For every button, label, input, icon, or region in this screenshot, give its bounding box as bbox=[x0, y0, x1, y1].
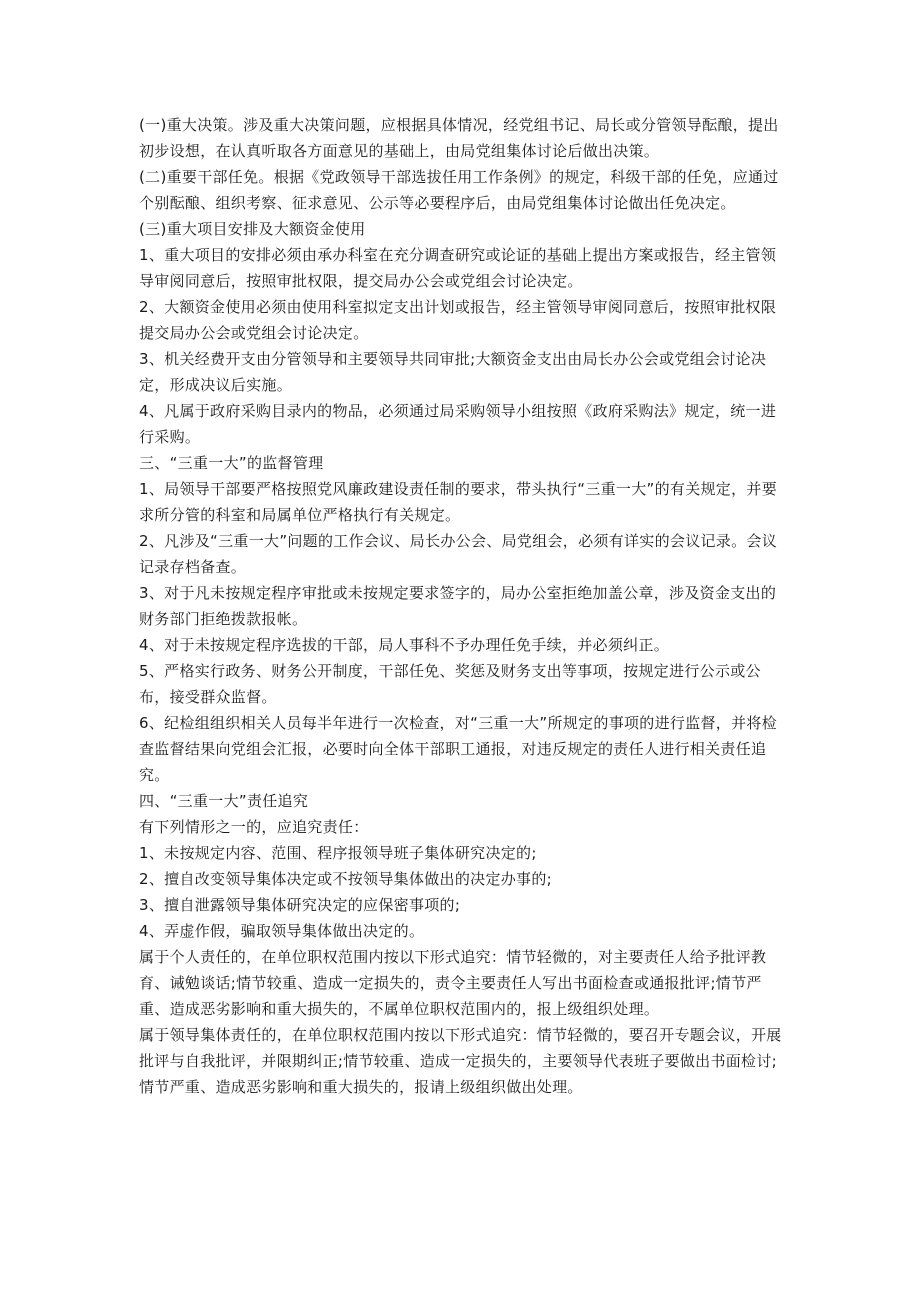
paragraph-22: 属于领导集体责任的，在单位职权范围内按以下形式追究：情节轻微的，要召开专题会议，开展批评与自我批评，并限期纠正;情节较重、造成一定损失的，主要领导代表班子要做出书面检讨;情节严重、造成恶劣影响和重大损失的，报请上级组织做出处理。 bbox=[139, 1026, 782, 1096]
section-heading-4: 四、“三重一大”责任追究 bbox=[139, 792, 309, 810]
paragraph-14: 6、纪检组组织相关人员每半年进行一次检查，对“三重一大”所规定的事项的进行监督，并将检查监督结果向党组会汇报，必要时向全体干部职工通报，对违反规定的责任人进行相关责任追究。 bbox=[139, 714, 777, 784]
section-heading-3: 三、“三重一大”的监督管理 bbox=[139, 454, 324, 472]
paragraph-1: (一)重大决策。涉及重大决策问题，应根据具体情况，经党组书记、局长或分管领导酝酿，提出初步设想，在认真听取各方面意见的基础上，由局党组集体讨论后做出决策。 bbox=[139, 116, 779, 160]
paragraph-9: 1、局领导干部要严格按照党风廉政建设责任制的要求，带头执行“三重一大”的有关规定，并要求所分管的科室和局属单位严格执行有关规定。 bbox=[139, 480, 777, 524]
paragraph-17: 1、未按规定内容、范围、程序报领导班子集体研究决定的; bbox=[139, 844, 537, 862]
paragraph-19: 3、擅自泄露领导集体研究决定的应保密事项的; bbox=[139, 896, 461, 914]
paragraph-3: (三)重大项目安排及大额资金使用 bbox=[139, 220, 366, 238]
paragraph-21: 属于个人责任的，在单位职权范围内按以下形式追究：情节轻微的，对主要责任人给予批评教育、诫勉谈话;情节较重、造成一定损失的，责令主要责任人写出书面检查或通报批评;情节严重、造成恶劣影响和重大损失的，不属单位职权范围内的，报上级组织处理。 bbox=[139, 948, 767, 1018]
paragraph-7: 4、凡属于政府采购目录内的物品，必须通过局采购领导小组按照《政府采购法》规定，统一进行采购。 bbox=[139, 402, 777, 446]
paragraph-16: 有下列情形之一的，应追究责任： bbox=[139, 818, 369, 836]
paragraph-4: 1、重大项目的安排必须由承办科室在充分调查研究或论证的基础上提出方案或报告，经主管领导审阅同意后，按照审批权限，提交局办公会或党组会讨论决定。 bbox=[139, 246, 777, 290]
paragraph-5: 2、大额资金使用必须由使用科室拟定支出计划或报告，经主管领导审阅同意后，按照审批权限提交局办公会或党组会讨论决定。 bbox=[139, 298, 777, 342]
paragraph-11: 3、对于凡未按规定程序审批或未按规定要求签字的，局办公室拒绝加盖公章，涉及资金支出的财务部门拒绝拨款报帐。 bbox=[139, 584, 777, 628]
paragraph-6: 3、机关经费开支由分管领导和主要领导共同审批;大额资金支出由局长办公会或党组会讨论决定，形成决议后实施。 bbox=[139, 350, 767, 394]
document-body bbox=[139, 112, 789, 1100]
paragraph-20: 4、弄虚作假，骗取领导集体做出决定的。 bbox=[139, 922, 425, 940]
paragraph-2: (二)重要干部任免。根据《党政领导干部选拔任用工作条例》的规定，科级干部的任免，应通过个别酝酿、组织考察、征求意见、公示等必要程序后，由局党组集体讨论做出任免决定。 bbox=[139, 168, 779, 212]
paragraph-13: 5、严格实行政务、财务公开制度，干部任免、奖惩及财务支出等事项，按规定进行公示或公布，接受群众监督。 bbox=[139, 662, 761, 706]
paragraph-12: 4、对于未按规定程序选拔的干部，局人事科不予办理任免手续，并必须纠正。 bbox=[139, 636, 670, 654]
paragraph-10: 2、凡涉及“三重一大”问题的工作会议、局长办公会、局党组会，必须有详实的会议记录。会议记录存档备查。 bbox=[139, 532, 777, 576]
paragraph-18: 2、擅自改变领导集体决定或不按领导集体做出的决定办事的; bbox=[139, 870, 552, 888]
